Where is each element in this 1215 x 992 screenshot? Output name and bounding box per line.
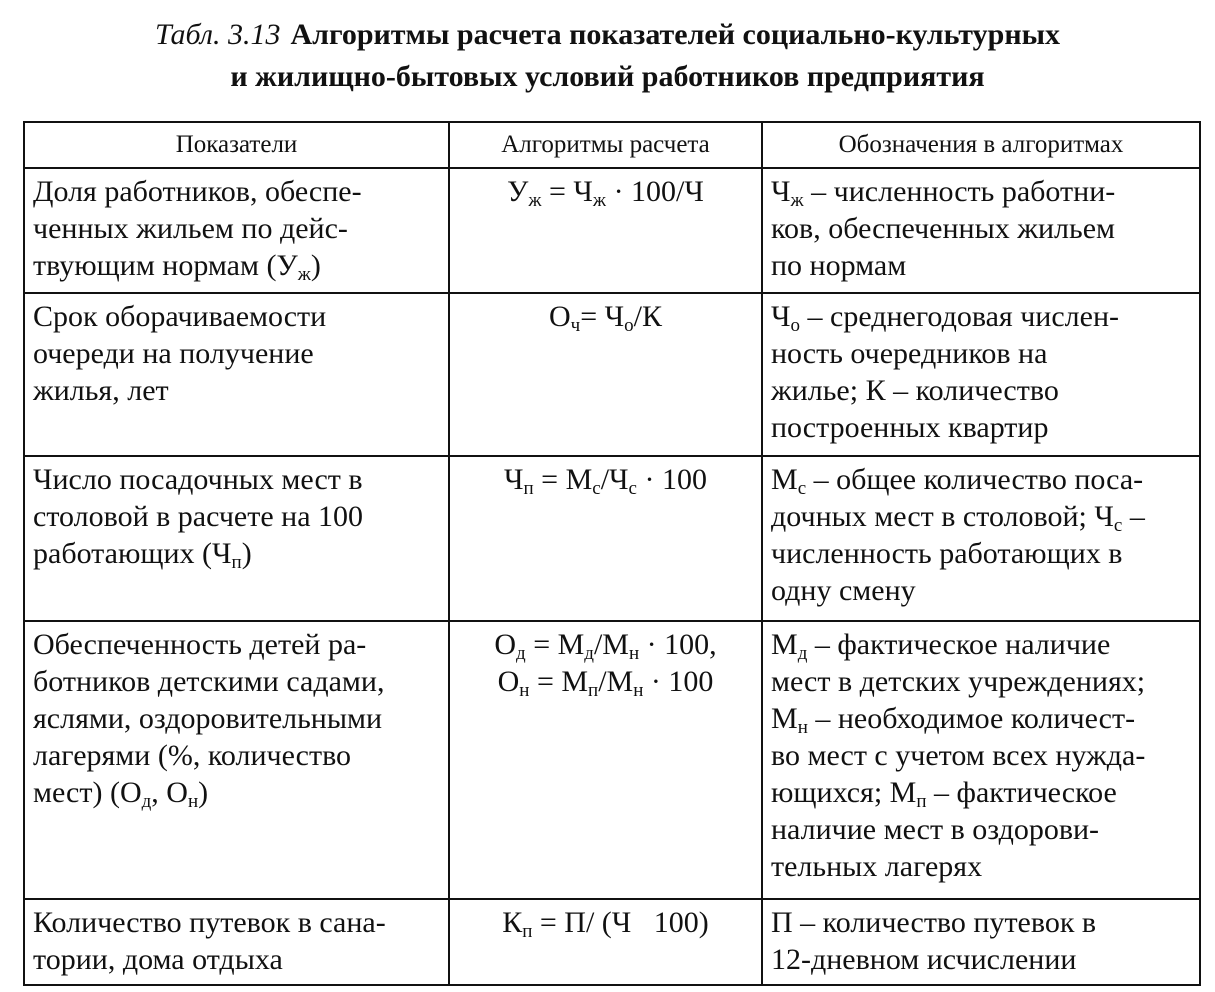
algorithms-table <box>23 121 1201 986</box>
formula-line: $О_н = М_п/М_н \cdot 100$ <box>497 665 714 701</box>
indicator-line: работающих $(Ч_п)$ <box>33 537 252 573</box>
notation-line: $М_н$ – необходимое количест- <box>771 702 1136 738</box>
formula-cell <box>449 293 762 456</box>
indicator-cell <box>24 899 449 985</box>
notation-line: численность работающих в <box>771 537 1123 570</box>
table-title-part-1: Алгоритмы расчета показателей социально-культурных <box>290 18 1061 51</box>
table-caption <box>0 14 1215 98</box>
notation-line: наличие мест в оздорови- <box>771 813 1100 846</box>
formula-cell <box>449 168 762 293</box>
notation-line: 12-дневном исчислении <box>771 943 1077 976</box>
header-notations: Обозначения в алгоритмах <box>762 122 1200 168</box>
indicator-line: Доля работников, обеспе- <box>33 175 362 208</box>
indicator-cell <box>24 293 449 456</box>
indicator-line: жилья, лет <box>33 374 169 407</box>
notation-cell <box>762 621 1200 899</box>
indicator-line: ботников детскими садами, <box>33 665 385 698</box>
indicator-line: Срок оборачиваемости <box>33 300 327 333</box>
notation-cell <box>762 456 1200 621</box>
header-algorithms: Алгоритмы расчета <box>449 122 762 168</box>
formula-line: $О_ч= Ч_о/К$ <box>548 300 662 336</box>
formula-line: $У_ж = Ч_ж \cdot 100/Ч$ <box>507 175 704 211</box>
indicator-cell <box>24 456 449 621</box>
formula-line: $О_д = М_д/М_н \cdot 100$, <box>494 628 717 664</box>
indicator-line: очереди на получение <box>33 337 314 370</box>
table-number: Табл. 3.13 <box>154 18 281 51</box>
notation-line: ность очередников на <box>771 337 1048 370</box>
header-indicators: Показатели <box>24 122 449 168</box>
table-row <box>24 899 1200 985</box>
notation-line: дочных мест в столовой; $Ч_с$ – <box>771 500 1145 536</box>
header-row <box>24 122 1200 168</box>
indicator-line: тории, дома отдыха <box>33 943 283 976</box>
caption-line-1 <box>0 14 1215 56</box>
notation-cell <box>762 293 1200 456</box>
table-title-part-2: и жилищно-бытовых условий работников предприятия <box>230 60 985 93</box>
indicator-cell <box>24 621 449 899</box>
notation-cell <box>762 899 1200 985</box>
notation-cell <box>762 168 1200 293</box>
indicator-line: Обеспеченность детей ра- <box>33 628 367 661</box>
formula-cell <box>449 456 762 621</box>
formula-line: $Ч_п = М_с/Ч_с \cdot 100$ <box>504 463 707 499</box>
notation-line: тельных лагерях <box>771 850 983 883</box>
notation-line: П – количество путевок в <box>771 906 1097 939</box>
indicator-line: столовой в расчете на 100 <box>33 500 364 533</box>
indicator-cell <box>24 168 449 293</box>
notation-line: ков, обеспеченных жильем <box>771 212 1115 245</box>
indicator-line: твующим нормам $(У_ж)$ <box>33 249 321 285</box>
notation-line: $Ч_ж$ – численность работни- <box>771 175 1116 211</box>
table-row <box>24 293 1200 456</box>
table-row <box>24 621 1200 899</box>
formula-cell <box>449 899 762 985</box>
table-row <box>24 456 1200 621</box>
notation-line: во мест с учетом всех нужда- <box>771 739 1146 772</box>
indicator-line: лагерями (%, количество <box>33 739 352 772</box>
formula-cell <box>449 621 762 899</box>
notation-line: мест в детских учреждениях; <box>771 665 1146 698</box>
notation-line: построенных квартир <box>771 411 1049 444</box>
notation-line: по нормам <box>771 249 907 282</box>
table-row <box>24 168 1200 293</box>
notation-line: жилье; К – количество <box>771 374 1059 407</box>
notation-line: $М_д$ – фактическое наличие <box>771 628 1111 664</box>
indicator-line: Число посадочных мест в <box>33 463 363 496</box>
notation-line: одну смену <box>771 574 916 607</box>
notation-line: ющихся; $М_п$ – фактическое <box>771 776 1117 812</box>
indicator-line: мест) ($О_д$, $О_н$) <box>33 776 209 812</box>
formula-line: $К_п = П/$ (Ч 100) <box>502 906 709 942</box>
notation-line: $Ч_о$ – среднегодовая числен- <box>771 300 1119 336</box>
notation-line: $М_с$ – общее количество поса- <box>771 463 1144 499</box>
indicator-line: ченных жильем по дейс- <box>33 212 348 245</box>
indicator-line: Количество путевок в сана- <box>33 906 386 939</box>
indicator-line: яслями, оздоровительными <box>33 702 383 735</box>
